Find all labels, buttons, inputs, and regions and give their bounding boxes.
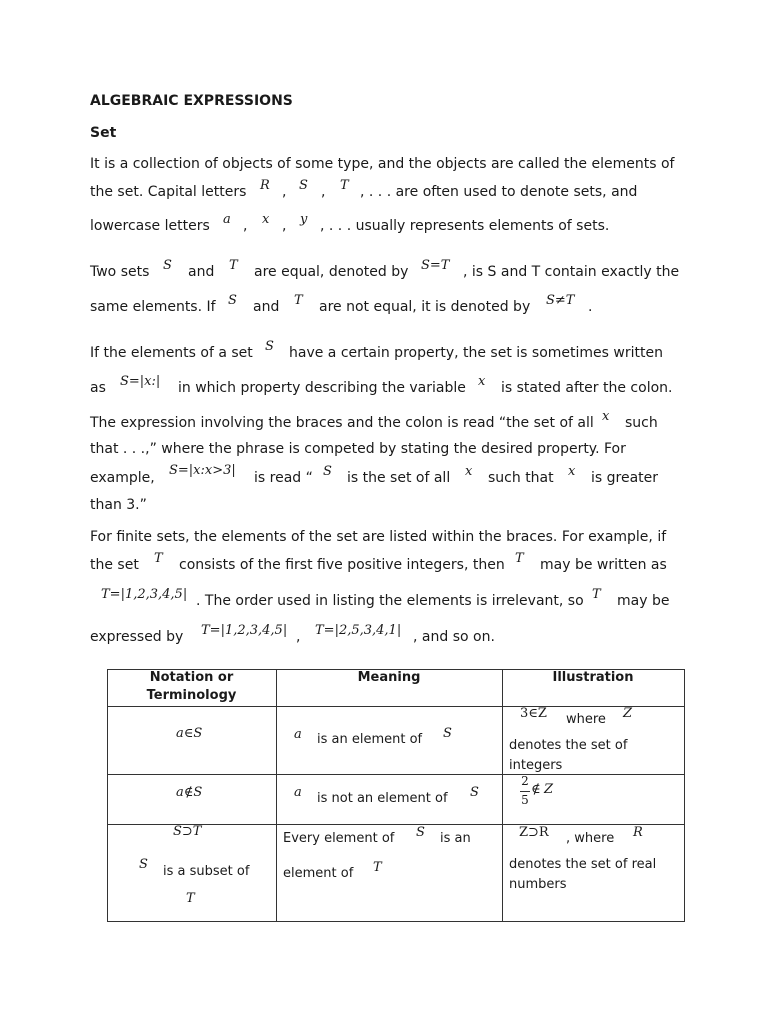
sym-T: T	[373, 860, 382, 875]
sym-Z: Z	[544, 782, 554, 797]
para4-consists: consists of the first five positive integers, then	[179, 557, 505, 573]
row3-every: Every element of	[283, 831, 395, 846]
fraction-numerator: 2	[521, 774, 529, 788]
row3-numbers: numbers	[509, 877, 567, 892]
sym-R: R	[633, 825, 643, 840]
para3-isgreater: is greater	[591, 470, 659, 486]
row2-notation: a∉S	[176, 785, 203, 800]
expr-t1: T=|1,2,3,4,5|	[101, 587, 188, 602]
sym-S: S	[323, 464, 332, 479]
para2-twosets: Two sets	[90, 264, 150, 280]
sym-x: x	[478, 374, 486, 389]
sym-T: T	[515, 551, 524, 566]
sym-S: S	[228, 293, 237, 308]
para2-and: and	[188, 264, 215, 280]
sym-S: S	[299, 178, 308, 193]
header-notation-1: Notation or	[149, 670, 234, 685]
para1-line2b: , . . . are often used to denote sets, and	[360, 184, 638, 200]
table-rule	[502, 669, 503, 922]
row1-where: where	[566, 712, 606, 727]
para3-l1a: If the elements of a set	[90, 345, 253, 361]
row3-notation: S⊃T	[173, 824, 202, 839]
comma: ,	[296, 629, 301, 645]
sym-a: a	[223, 212, 231, 227]
sym-S: S	[265, 339, 274, 354]
para4-soon: , and so on.	[413, 629, 495, 645]
header-notation-2: Terminology	[146, 688, 237, 703]
row3-denotes: denotes the set of real	[509, 857, 657, 872]
comma: ,	[243, 218, 248, 234]
expr-t2: T=|1,2,3,4,5|	[201, 623, 288, 638]
para3-as: as	[90, 380, 106, 396]
sym-S: S	[470, 785, 479, 800]
sym-S: S	[416, 825, 425, 840]
table-rule	[107, 669, 108, 922]
expr-set-builder: S=|x:|	[120, 374, 161, 389]
para4-maybe: may be	[617, 593, 670, 609]
sym-S: S	[443, 726, 452, 741]
sym-x: x	[465, 464, 473, 479]
para4-l1: For finite sets, the elements of the set are listed within the braces. For example, if	[90, 529, 667, 545]
sym-T: T	[294, 293, 303, 308]
sym-S: S	[139, 857, 148, 872]
para3-isread: is read “	[254, 470, 313, 486]
para3-suchthat: such that	[488, 470, 554, 486]
comma: ,	[282, 218, 287, 234]
header-meaning: Meaning	[357, 670, 421, 685]
para3-l1b: have a certain property, the set is sometimes written	[289, 345, 663, 361]
page-title: ALGEBRAIC EXPRESSIONS	[90, 93, 293, 109]
row2-notin: ∉	[531, 782, 541, 797]
row1-integers: integers	[509, 758, 563, 773]
sym-T: T	[186, 891, 195, 906]
row2-meaning: is not an element of	[317, 791, 448, 806]
sym-y: y	[300, 212, 308, 227]
row1-meaning: is an element of	[317, 732, 423, 747]
row3-ill-expr: Z⊃R	[519, 825, 549, 840]
para2-and: and	[253, 299, 280, 315]
sym-Z: Z	[623, 706, 633, 721]
para1-line3a: lowercase letters	[90, 218, 210, 234]
fraction-bar	[520, 791, 530, 792]
para2-notequal: are not equal, it is denoted by	[319, 299, 531, 315]
sym-T: T	[592, 587, 601, 602]
row1-ill-expr: 3∈Z	[520, 706, 547, 721]
sym-a: a	[294, 785, 302, 800]
sym-S: S	[163, 258, 172, 273]
row3-elementof: element of	[283, 866, 354, 881]
para1-line2a: the set. Capital letters	[90, 184, 247, 200]
section-heading: Set	[90, 125, 117, 141]
sym-T: T	[229, 258, 238, 273]
sym-x: x	[602, 409, 610, 424]
sym-x: x	[262, 212, 270, 227]
para2-equal: are equal, denoted by	[254, 264, 409, 280]
table-rule	[276, 669, 277, 922]
para4-expressed: expressed by	[90, 629, 184, 645]
header-illustration: Illustration	[552, 670, 634, 685]
expr-example-set: S=|x:x>3|	[169, 463, 236, 478]
row3-where: , where	[566, 831, 615, 846]
row1-notation: a∈S	[176, 726, 203, 741]
sym-x: x	[568, 464, 576, 479]
para2-same: same elements. If	[90, 299, 216, 315]
row3-isan: is an	[440, 831, 471, 846]
table-rule	[684, 669, 685, 922]
expr-t3: T=|2,5,3,4,1|	[315, 623, 402, 638]
sym-a: a	[294, 727, 302, 742]
para4-maybewritten: may be written as	[540, 557, 667, 573]
para1-line3b: , . . . usually represents elements of sets.	[320, 218, 610, 234]
para3-l2c: is stated after the colon.	[501, 380, 673, 396]
comma: ,	[321, 184, 326, 200]
para4-order: . The order used in listing the elements is irrelevant, so	[196, 593, 584, 609]
period: .	[588, 299, 593, 315]
table-rule	[107, 921, 685, 922]
fraction-denominator: 5	[521, 793, 529, 807]
para1-line1: It is a collection of objects of some type, and the objects are called the elements of	[90, 156, 675, 172]
sym-R: R	[260, 178, 270, 193]
sym-T: T	[154, 551, 163, 566]
row1-denotes: denotes the set of	[509, 738, 628, 753]
comma: ,	[282, 184, 287, 200]
para3-than3: than 3.”	[90, 497, 147, 513]
para3-l3a: The expression involving the braces and the colon is read “the set of all	[90, 415, 594, 431]
expr-s-ne-t: S≠T	[546, 293, 575, 308]
para3-example: example,	[90, 470, 155, 486]
para2-contain: , is S and T contain exactly the	[463, 264, 680, 280]
row3-subset: is a subset of	[163, 864, 250, 879]
para3-l2b: in which property describing the variable	[178, 380, 466, 396]
table-rule	[107, 774, 685, 775]
sym-T: T	[340, 178, 349, 193]
expr-s-eq-t: S=T	[421, 258, 450, 273]
para3-l4: that . . .,” where the phrase is competed by stating the desired property. For	[90, 441, 626, 457]
para4-theset: the set	[90, 557, 139, 573]
para3-l3b: such	[625, 415, 658, 431]
table-rule	[107, 706, 685, 707]
para3-setofall: is the set of all	[347, 470, 451, 486]
